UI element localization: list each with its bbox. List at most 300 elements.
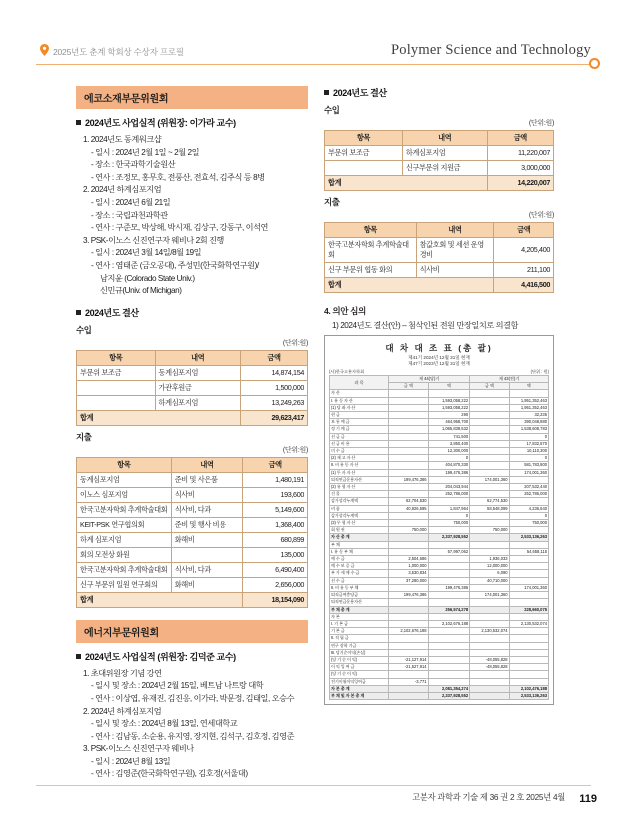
table-cell (389, 448, 428, 455)
table-cell (389, 642, 428, 649)
table-cell (509, 577, 548, 584)
table-cell: 750,000 (509, 520, 548, 527)
left-column (76, 86, 308, 787)
table-cell (470, 404, 509, 411)
table-cell: 한국고분자학회 추계학술대회 (325, 238, 417, 263)
table-cell: 4,236,640 (509, 505, 548, 512)
table-cell: 1,951,352,463 (509, 397, 548, 404)
table-cell: 신구 부문위 협동 화의 (325, 263, 417, 278)
eco-expense-label: 지출 (76, 431, 92, 442)
table-row (330, 404, 549, 411)
table-cell: 현 금 (330, 412, 389, 419)
table-row (330, 527, 549, 534)
table-cell: 선 수 금 (330, 577, 389, 584)
table-cell: Ⅱ. 비 유 동 부 채 (330, 584, 389, 591)
table-row (330, 613, 549, 620)
table-cell: (1) 투 자 자 산 (330, 469, 389, 476)
table-cell: 부문위 보조금 (325, 146, 403, 161)
table-total-label: 합계 (77, 410, 241, 425)
balance-sheet-sub2: 제47기 2023년 12월 31일 현재 (408, 361, 470, 366)
list-item: 2. 2024년 하계심포지엄 (83, 706, 162, 716)
table-cell: 32,235 (509, 412, 548, 419)
balance-sheet-sub1: 제41기 2024년 12월 31일 현재 (408, 355, 470, 360)
table-cell (428, 635, 470, 642)
table-cell (470, 620, 509, 627)
energy-income-label: 수입 (324, 105, 340, 115)
table-cell (389, 484, 428, 491)
table-cell: 식사비 (171, 487, 243, 502)
table-cell (389, 462, 428, 469)
table-total-value: 4,416,500 (494, 278, 554, 293)
table-cell: 1,593,058,222 (428, 397, 470, 404)
table-cell: 6,490,400 (243, 562, 308, 577)
table-cell: 750,000 (389, 527, 428, 534)
table-cell: 신구부문위 지원금 (402, 161, 487, 176)
table-cell (389, 426, 428, 433)
table-total-row (77, 592, 308, 607)
list-item: - 장소 : 한국과학기술원산 (91, 160, 176, 170)
eco-income-label: 수입 (76, 324, 92, 335)
table-cell: 204,043,944 (428, 484, 470, 491)
table-cell: (당 기 순 이 익) (330, 671, 389, 678)
table-header-cell: 내역 (155, 350, 240, 365)
table-cell: 하계 심포지엄 (77, 532, 172, 547)
table-row (330, 584, 549, 591)
table-row (330, 599, 549, 606)
balance-sheet-table (329, 375, 549, 700)
table-cell (470, 484, 509, 491)
table-row (325, 161, 554, 176)
table-cell (428, 642, 470, 649)
table-cell: 404,870,330 (428, 462, 470, 469)
table-cell: 12,000,000 (470, 563, 509, 570)
list-item: 1. 2024년도 동계워크샵 (83, 135, 162, 144)
table-cell (428, 527, 470, 534)
table-row (77, 365, 308, 380)
table-cell: 한국고분자학회 추계학술대회 (77, 562, 172, 577)
table-row (77, 380, 308, 395)
table-cell: 기 본 금 (330, 628, 389, 635)
table-cell: 464,958,700 (428, 419, 470, 426)
table-total-row (325, 176, 554, 191)
table-row (330, 606, 549, 613)
table-cell: 1,593,058,222 (428, 404, 470, 411)
table-cell: 동계심포지엄 (77, 472, 172, 487)
eco-expense-unit: (단위:원) (282, 446, 308, 454)
table-cell (509, 570, 548, 577)
table-row (77, 487, 308, 502)
table-cell (509, 613, 548, 620)
table-cell: -3,771 (389, 678, 428, 685)
table-cell (428, 628, 470, 635)
table-row (330, 462, 549, 469)
table-row (330, 512, 549, 519)
table-cell: 37,280,000 (389, 577, 428, 584)
table-cell (389, 440, 428, 447)
table-cell: 199,476,386 (428, 469, 470, 476)
table-row (330, 556, 549, 563)
table-header-cell: 항목 (77, 350, 156, 365)
bullet-square-icon (324, 90, 329, 95)
table-cell: 62,704,530 (389, 498, 428, 505)
table-cell (77, 380, 156, 395)
table-row (325, 238, 554, 263)
table-header-cell: 금액 (243, 457, 308, 472)
list-item: - 연사 : 김남동, 소순용, 유지영, 장지현, 김석구, 김호정, 김영준 (91, 731, 295, 741)
table-cell: 228,660,075 (509, 606, 548, 613)
table-cell: 3,000,000 (487, 161, 553, 176)
table-cell: 감가상각누계액 (330, 498, 389, 505)
table-cell: 290 (428, 412, 470, 419)
energy-expense-label: 지출 (324, 197, 340, 207)
table-row (330, 390, 549, 397)
table-cell: 57,997,062 (428, 548, 470, 555)
table-cell (428, 563, 470, 570)
table-cell: 12,300,000 (428, 448, 470, 455)
list-item: - 장소 : 국립과천과학관 (91, 210, 168, 220)
table-row (330, 649, 549, 656)
table-cell (428, 476, 470, 483)
table-cell: 식사비 (416, 263, 494, 278)
list-item: - 일시 : 2024년 8월 13일 (91, 756, 171, 766)
table-cell: 58,548,099 (470, 505, 509, 512)
table-cell: Ⅱ. 비 유 동 자 산 (330, 462, 389, 469)
table-row (330, 577, 549, 584)
table-cell: 하계심포지엄 (402, 146, 487, 161)
table-cell (470, 397, 509, 404)
table-cell (509, 390, 548, 397)
table-row (77, 577, 308, 592)
eco-settlement-heading-text: 2024년도 결산 (85, 307, 139, 318)
table-cell: 174,001,360 (509, 469, 548, 476)
table-cell: 회 원 권 (330, 527, 389, 534)
table-cell (509, 592, 548, 599)
table-row (330, 448, 549, 455)
table-cell: 256,574,278 (428, 606, 470, 613)
table-cell: (당 기 순 이 익) (330, 656, 389, 663)
balance-sheet-unit: (단위 : 원) (530, 369, 549, 374)
table-cell (389, 390, 428, 397)
table-cell: 174,001,360 (509, 584, 548, 591)
table-cell (428, 541, 470, 548)
energy-expense-table (324, 222, 554, 293)
table-cell (428, 599, 470, 606)
table-cell: 예 수 금 (330, 556, 389, 563)
table-row (330, 455, 549, 462)
table-cell (428, 592, 470, 599)
table-cell: -21,527,914 (389, 664, 428, 671)
table-header-cell: 내역 (416, 223, 494, 238)
table-cell: 퇴직급여충당금 (330, 592, 389, 599)
table-cell (389, 635, 428, 642)
table-row (330, 642, 549, 649)
table-cell (470, 613, 509, 620)
table-cell (428, 671, 470, 678)
table-cell: 신구 부문위 일원 연구회의 (77, 577, 172, 592)
table-row (330, 671, 549, 678)
table-row (77, 547, 308, 562)
table-cell (470, 448, 509, 455)
energy-settlement-heading-text: 2024년도 결산 (333, 88, 387, 98)
table-cell (389, 613, 428, 620)
table-header-cell: 과 목 (330, 376, 389, 390)
table-cell (389, 419, 428, 426)
table-cell (470, 541, 509, 548)
table-cell: 예 수 보 증 금 (330, 563, 389, 570)
table-row (77, 517, 308, 532)
table-cell: 211,100 (494, 263, 554, 278)
table-cell: 174,001,360 (470, 592, 509, 599)
table-cell (389, 649, 428, 656)
table-row (330, 592, 549, 599)
table-cell: 2,656,000 (243, 577, 308, 592)
table-cell: 741,500 (428, 433, 470, 440)
table-cell (470, 671, 509, 678)
table-header-cell: 금액 (487, 131, 553, 146)
table-cell: 보 통 예 금 (330, 419, 389, 426)
table-cell (389, 520, 428, 527)
table-cell: (2) 유 형 자 산 (330, 484, 389, 491)
table-header-cell: 내역 (171, 457, 243, 472)
table-cell (389, 599, 428, 606)
table-row (330, 491, 549, 498)
table-cell (470, 491, 509, 498)
table-cell (509, 678, 548, 685)
location-pin-icon (40, 44, 49, 56)
table-cell (389, 433, 428, 440)
table-cell: 390,048,880 (509, 419, 548, 426)
table-cell: 선 급 비 용 (330, 440, 389, 447)
table-cell: 199,476,386 (389, 476, 428, 483)
table-cell: 부 가 세 예 수 금 (330, 570, 389, 577)
table-subheader-cell: 액 (428, 383, 470, 390)
table-cell: 11,220,007 (487, 146, 553, 161)
table-cell (171, 547, 243, 562)
table-cell (470, 642, 509, 649)
table-cell: 한국고분자학회 추계학술대회 (77, 502, 172, 517)
table-cell: 0 (509, 512, 548, 519)
table-cell: 부 채 총 계 (330, 606, 389, 613)
table-cell: 2,130,532,074 (470, 628, 509, 635)
table-row (330, 433, 549, 440)
table-header-cell: 항목 (77, 457, 172, 472)
table-cell (509, 498, 548, 505)
table-row (330, 534, 549, 541)
table-cell: -48,055,828 (470, 664, 509, 671)
table-cell: 부 채 및 자 본 총 계 (330, 692, 389, 699)
table-cell: 하계심포지엄 (155, 395, 240, 410)
eco-income-table (76, 350, 308, 426)
table-cell: 참값호회 및 세션 운영 경비 (416, 238, 494, 263)
table-cell: 가관후원금 (155, 380, 240, 395)
balance-sheet-title: 대 차 대 조 표 (총 괄) (385, 343, 493, 353)
table-cell (428, 613, 470, 620)
eco-activity-heading-text: 2024년도 사업실적 (위원장: 이가라 교수) (85, 118, 236, 128)
table-cell: 0 (509, 433, 548, 440)
table-row (77, 502, 308, 517)
table-cell (428, 664, 470, 671)
table-cell (389, 412, 428, 419)
table-cell: Ⅰ. 기 본 금 (330, 620, 389, 627)
table-cell (470, 419, 509, 426)
table-cell (389, 491, 428, 498)
table-cell: (2) 재 고 자 산 (330, 455, 389, 462)
table-cell: 62,774,530 (470, 498, 509, 505)
page-footer (0, 770, 627, 830)
footer-citation: 고분자 과학과 기술 제 36 권 2 호 2025년 4월 (412, 792, 565, 802)
table-cell: 자 산 (330, 390, 389, 397)
table-cell (470, 455, 509, 462)
table-row (330, 635, 549, 642)
table-cell: 40,926,595 (389, 505, 428, 512)
table-cell: 5,149,600 (243, 502, 308, 517)
table-row (330, 685, 549, 692)
table-cell (509, 476, 548, 483)
table-cell (509, 642, 548, 649)
table-cell: 선 급 금 (330, 433, 389, 440)
table-cell: 2,533,136,263 (509, 692, 548, 699)
table-row (330, 541, 549, 548)
journal-title: Polymer Science and Technology (390, 42, 591, 58)
table-cell: 199,476,386 (428, 584, 470, 591)
table-cell (389, 534, 428, 541)
header-divider (36, 64, 591, 65)
table-row (330, 628, 549, 635)
table-cell: 1,500,000 (241, 380, 308, 395)
table-row (330, 476, 549, 483)
table-cell: 135,000 (243, 547, 308, 562)
table-cell (470, 548, 509, 555)
table-cell (470, 584, 509, 591)
table-header-cell: 항목 (325, 223, 417, 238)
footer-divider (36, 785, 591, 786)
table-cell (389, 469, 428, 476)
table-cell: 252,786,000 (428, 491, 470, 498)
table-total-value: 29,623,417 (241, 410, 308, 425)
table-cell: 581,783,800 (509, 462, 548, 469)
table-cell (509, 599, 548, 606)
table-cell: 3,850,400 (428, 440, 470, 447)
table-cell: 1,951,352,463 (509, 404, 548, 411)
table-row (330, 484, 549, 491)
table-subheader-cell: 금 액 (470, 383, 509, 390)
bullet-square-icon (76, 654, 81, 659)
table-header-cell: 금액 (494, 223, 554, 238)
table-cell (509, 664, 548, 671)
table-cell (509, 563, 548, 570)
table-cell (509, 628, 548, 635)
table-cell (389, 671, 428, 678)
table-cell: 준비 및 사은품 (171, 472, 243, 487)
table-cell: 6,090 (470, 570, 509, 577)
energy-income-unit: (단위:원) (528, 120, 554, 127)
table-cell (470, 462, 509, 469)
table-cell: -48,055,828 (470, 656, 509, 663)
table-row (330, 498, 549, 505)
table-cell: 4,205,400 (494, 238, 554, 263)
list-item: 2. 2024년 하계심포지엄 (83, 185, 162, 195)
table-cell: 17,832,570 (509, 440, 548, 447)
energy-income-table (324, 130, 554, 191)
table-cell: (1) 당 좌 자 산 (330, 404, 389, 411)
table-cell (389, 404, 428, 411)
table-cell: 식사비, 다과 (171, 502, 243, 517)
table-cell (470, 433, 509, 440)
table-row (330, 412, 549, 419)
table-cell: 1,065,839,532 (428, 426, 470, 433)
table-cell: 10,110,300 (509, 448, 548, 455)
agenda-heading: 4. 의안 심의 (324, 306, 366, 316)
table-cell: 3,530,834 (389, 570, 428, 577)
table-cell (509, 671, 548, 678)
table-cell: 40,710,000 (470, 577, 509, 584)
table-cell: 식사비, 다과 (171, 562, 243, 577)
list-item: - 일시 : 2024년 2월 1일 ~ 2월 2일 (91, 147, 200, 157)
table-cell: 750,000 (428, 520, 470, 527)
table-cell: 전기이월이익잉여금 (330, 678, 389, 685)
table-cell: 174,001,360 (470, 476, 509, 483)
table-cell: 자 본 (330, 613, 389, 620)
table-cell (325, 161, 403, 176)
table-row (330, 426, 549, 433)
list-item: - 일시 : 2024년 3월 14일/8월 19일 (91, 248, 202, 258)
eco-settlement-heading (76, 306, 308, 319)
table-cell (470, 534, 509, 541)
table-cell: 14,874,154 (241, 365, 308, 380)
table-cell: 2,533,136,263 (509, 534, 548, 541)
section-title-eco: 에코소재부문위원회 (76, 86, 308, 109)
table-cell: 1,936,033 (470, 556, 509, 563)
table-cell: 부문위 보조금 (77, 365, 156, 380)
table-total-label: 합계 (77, 592, 243, 607)
table-cell: Ⅲ. 당기순이익(손실) (330, 649, 389, 656)
table-cell: Ⅰ. 유 동 부 채 (330, 548, 389, 555)
table-cell: 2,102,676,188 (428, 620, 470, 627)
list-item: 남지윤 (Colorado State Univ.) (100, 273, 195, 283)
table-cell (509, 556, 548, 563)
table-cell: 동계심포지엄 (155, 365, 240, 380)
table-cell: 750,000 (470, 527, 509, 534)
table-cell: 2,102,676,188 (389, 628, 428, 635)
table-row (330, 570, 549, 577)
table-header-cell: 금액 (241, 350, 308, 365)
table-row (330, 548, 549, 555)
balance-sheet-figure (324, 335, 554, 705)
table-cell (509, 527, 548, 534)
table-cell (470, 599, 509, 606)
table-cell: 화해비 (171, 577, 243, 592)
table-cell (428, 656, 470, 663)
table-total-row (77, 410, 308, 425)
table-cell (470, 412, 509, 419)
table-cell (470, 678, 509, 685)
table-cell: 퇴직연금운용자산 (330, 476, 389, 483)
table-cell: 193,600 (243, 487, 308, 502)
table-row (325, 263, 554, 278)
table-row (330, 520, 549, 527)
list-item: 3. PSK-이노스 신진연구자 웨비나 (83, 744, 194, 754)
table-cell (470, 606, 509, 613)
table-cell (470, 390, 509, 397)
section-title-energy: 에너지부문위원회 (76, 620, 308, 643)
table-cell (470, 520, 509, 527)
table-row (330, 397, 549, 404)
table-cell: 정 기 예 금 (330, 426, 389, 433)
eco-activity-heading (76, 116, 308, 129)
balance-sheet-org: (사)한국고분자학회 (329, 369, 365, 374)
table-cell (470, 635, 509, 642)
table-cell: 부 채 (330, 541, 389, 548)
